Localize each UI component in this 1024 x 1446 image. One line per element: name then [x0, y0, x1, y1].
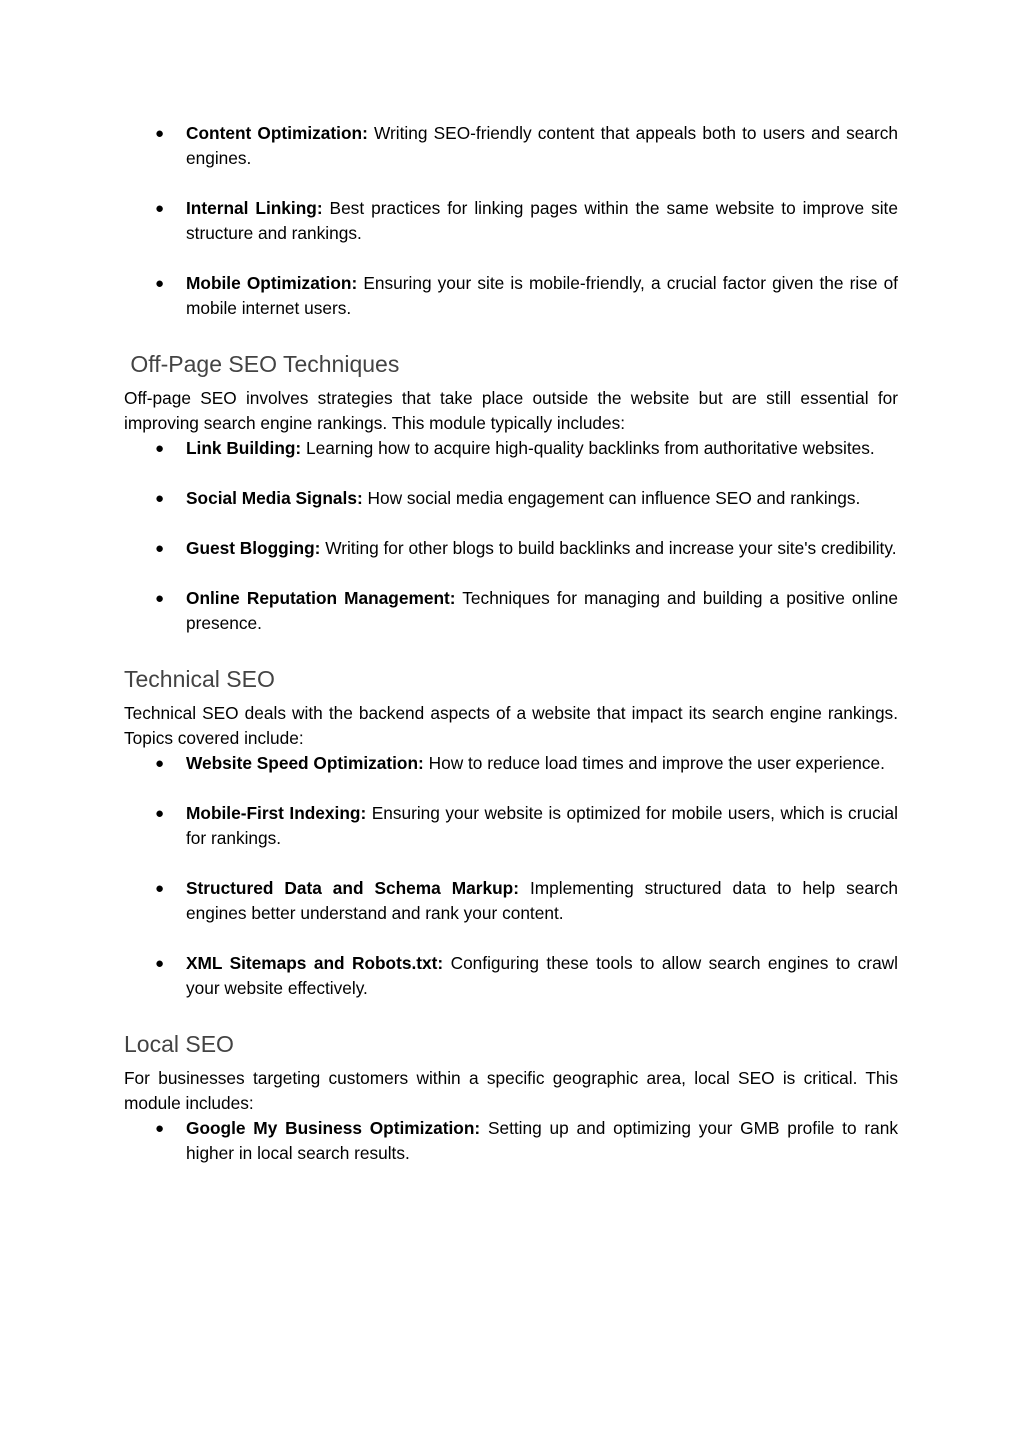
- list-item: [124, 801, 898, 851]
- list-item: [124, 121, 898, 171]
- item-term: Internal Linking:: [186, 198, 323, 218]
- list-item: [124, 876, 898, 926]
- list-item: [124, 1116, 898, 1166]
- item-term: Google My Business Optimization:: [186, 1118, 481, 1138]
- item-term: Social Media Signals:: [186, 488, 363, 508]
- item-term: Online Reputation Management:: [186, 588, 456, 608]
- item-term: Link Building:: [186, 438, 302, 458]
- bullet-icon: ●: [155, 540, 165, 557]
- local-seo-intro: For businesses targeting customers within a specific geographic area, local SEO is critical. This module includes:: [124, 1068, 898, 1113]
- bullet-icon: ●: [155, 275, 165, 292]
- bullet-icon: ●: [155, 755, 165, 772]
- local-seo-list: [124, 1116, 898, 1166]
- item-text: Best practices for linking pages within the same website to improve site structure and rankings.: [186, 198, 898, 243]
- item-text: Learning how to acquire high-quality backlinks from authoritative websites.: [306, 438, 875, 458]
- item-text: Setting up and optimizing your GMB profile to rank higher in local search results.: [186, 1118, 898, 1163]
- document-page: [124, 121, 898, 1166]
- technical-seo-intro: Technical SEO deals with the backend aspects of a website that impact its search engine rankings. Topics covered include:: [124, 703, 898, 748]
- technical-seo-heading: Technical SEO: [124, 666, 275, 692]
- item-term: Content Optimization:: [186, 123, 368, 143]
- list-item: [124, 751, 898, 776]
- bullet-icon: ●: [155, 880, 165, 897]
- bullet-icon: ●: [155, 955, 165, 972]
- item-text: Ensuring your site is mobile-friendly, a crucial factor given the rise of mobile internet users.: [186, 273, 898, 318]
- item-term: Mobile Optimization:: [186, 273, 358, 293]
- bullet-icon: ●: [155, 490, 165, 507]
- list-item: [124, 536, 898, 561]
- bullet-icon: ●: [155, 1120, 165, 1137]
- item-term: Guest Blogging:: [186, 538, 321, 558]
- item-text: Techniques for managing and building a positive online presence.: [186, 588, 898, 633]
- bullet-icon: ●: [155, 200, 165, 217]
- off-page-list: [124, 436, 898, 636]
- local-seo-heading: Local SEO: [124, 1031, 234, 1057]
- bullet-icon: ●: [155, 440, 165, 457]
- bullet-icon: ●: [155, 125, 165, 142]
- list-item: [124, 271, 898, 321]
- list-item: [124, 196, 898, 246]
- bullet-icon: ●: [155, 590, 165, 607]
- item-text: Ensuring your website is optimized for mobile users, which is crucial for rankings.: [186, 803, 898, 848]
- item-text: Writing for other blogs to build backlinks and increase your site's credibility.: [325, 538, 897, 558]
- on-page-list: [124, 121, 898, 321]
- item-term: XML Sitemaps and Robots.txt:: [186, 953, 444, 973]
- list-item: [124, 486, 898, 511]
- item-text: How to reduce load times and improve the user experience.: [428, 753, 885, 773]
- list-item: [124, 436, 898, 461]
- bullet-icon: ●: [155, 805, 165, 822]
- item-text: Configuring these tools to allow search engines to crawl your website effectively.: [186, 953, 898, 998]
- item-text: How social media engagement can influence SEO and rankings.: [367, 488, 861, 508]
- item-term: Mobile-First Indexing:: [186, 803, 367, 823]
- technical-seo-list: [124, 751, 898, 1001]
- item-text: Implementing structured data to help search engines better understand and rank your content.: [186, 878, 898, 923]
- list-item: [124, 586, 898, 636]
- item-term: Structured Data and Schema Markup:: [186, 878, 519, 898]
- list-item: [124, 951, 898, 1001]
- item-term: Website Speed Optimization:: [186, 753, 424, 773]
- off-page-heading: Off-Page SEO Techniques: [124, 351, 400, 377]
- off-page-intro: Off-page SEO involves strategies that take place outside the website but are still essential for improving search engine rankings. This module typically includes:: [124, 388, 898, 433]
- item-text: Writing SEO-friendly content that appeals both to users and search engines.: [186, 123, 898, 168]
